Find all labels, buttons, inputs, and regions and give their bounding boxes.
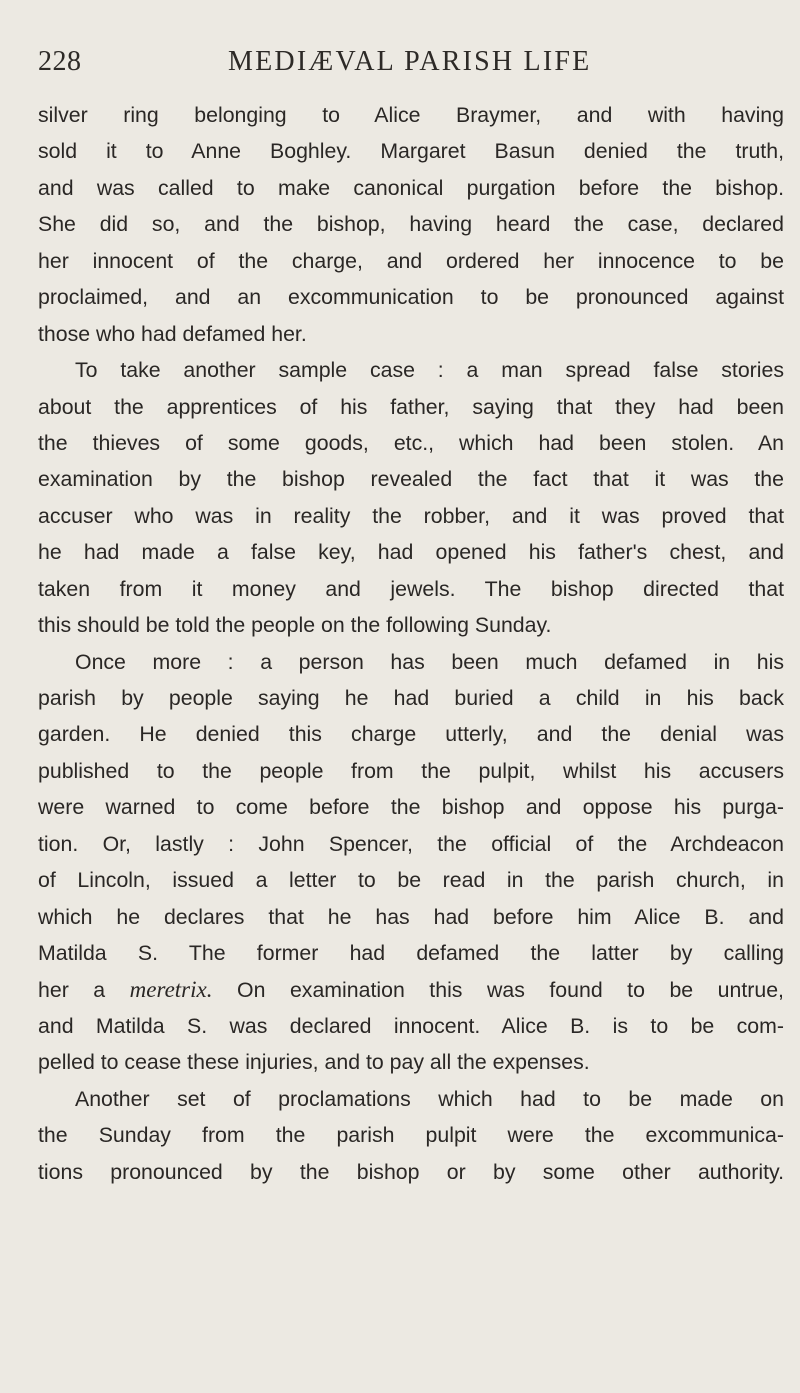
text-line: and was called to make canonical purgation before the bishop. — [38, 175, 784, 200]
text-line: tion. Or, lastly : John Spencer, the official of the Archdeacon — [38, 831, 784, 856]
text-fragment: her a — [38, 977, 130, 1002]
text-line: proclaimed, and an excommunication to be pronounced against — [38, 285, 784, 310]
paragraph-end-line: this should be told the people on the following Sunday. — [38, 613, 552, 638]
text-line: published to the people from the pulpit, whilst his accusers — [38, 758, 784, 783]
text-fragment: On examination this was found to be untrue, — [212, 977, 784, 1002]
text-line: She did so, and the bishop, having heard the case, declared — [38, 212, 784, 237]
text-line: the thieves of some goods, etc., which had been stolen. An — [38, 430, 784, 455]
paragraph-start-line: Another set of proclamations which had to be made on — [75, 1086, 784, 1111]
text-line: examination by the bishop revealed the fact that it was the — [38, 467, 784, 492]
italic-term: meretrix. — [129, 976, 213, 1002]
text-line: and Matilda S. was declared innocent. Alice B. is to be com- — [38, 1013, 784, 1038]
text-line: garden. He denied this charge utterly, and the denial was — [38, 722, 784, 747]
text-line: Matilda S. The former had defamed the latter by calling — [38, 941, 784, 966]
text-line: accuser who was in reality the robber, and it was proved that — [38, 503, 784, 528]
text-line: her innocent of the charge, and ordered her innocence to be — [38, 248, 784, 273]
text-line: were warned to come before the bishop and oppose his purga- — [38, 795, 784, 820]
text-line: silver ring belonging to Alice Braymer, and with having — [38, 103, 784, 127]
paragraph-start-line: Once more : a person has been much defamed in his — [75, 649, 784, 674]
running-title: MEDIÆVAL PARISH LIFE — [228, 46, 592, 77]
body-text — [38, 97, 784, 1190]
text-line-with-italic — [38, 972, 784, 1008]
text-line: sold it to Anne Boghley. Margaret Basun denied the truth, — [38, 139, 784, 164]
text-line: tions pronounced by the bishop or by some other authority. — [38, 1159, 784, 1184]
text-line: of Lincoln, issued a letter to be read in the parish church, in — [38, 868, 784, 893]
text-line: taken from it money and jewels. The bishop directed that — [38, 576, 784, 601]
text-line: which he declares that he has had before him Alice B. and — [38, 904, 784, 929]
text-line: about the apprentices of his father, saying that they had been — [38, 394, 784, 419]
text-line: the Sunday from the parish pulpit were the excommunica- — [38, 1123, 784, 1148]
paragraph-end-line: those who had defamed her. — [38, 321, 307, 346]
paragraph-start-line: To take another sample case : a man spread false stories — [75, 358, 784, 383]
page-number: 228 — [38, 46, 82, 77]
paragraph-end-line: pelled to cease these injuries, and to pay all the expenses. — [38, 1050, 590, 1075]
text-line: parish by people saying he had buried a child in his back — [38, 686, 784, 710]
text-line: he had made a false key, had opened his father's chest, and — [38, 540, 784, 565]
page-header — [38, 46, 766, 86]
